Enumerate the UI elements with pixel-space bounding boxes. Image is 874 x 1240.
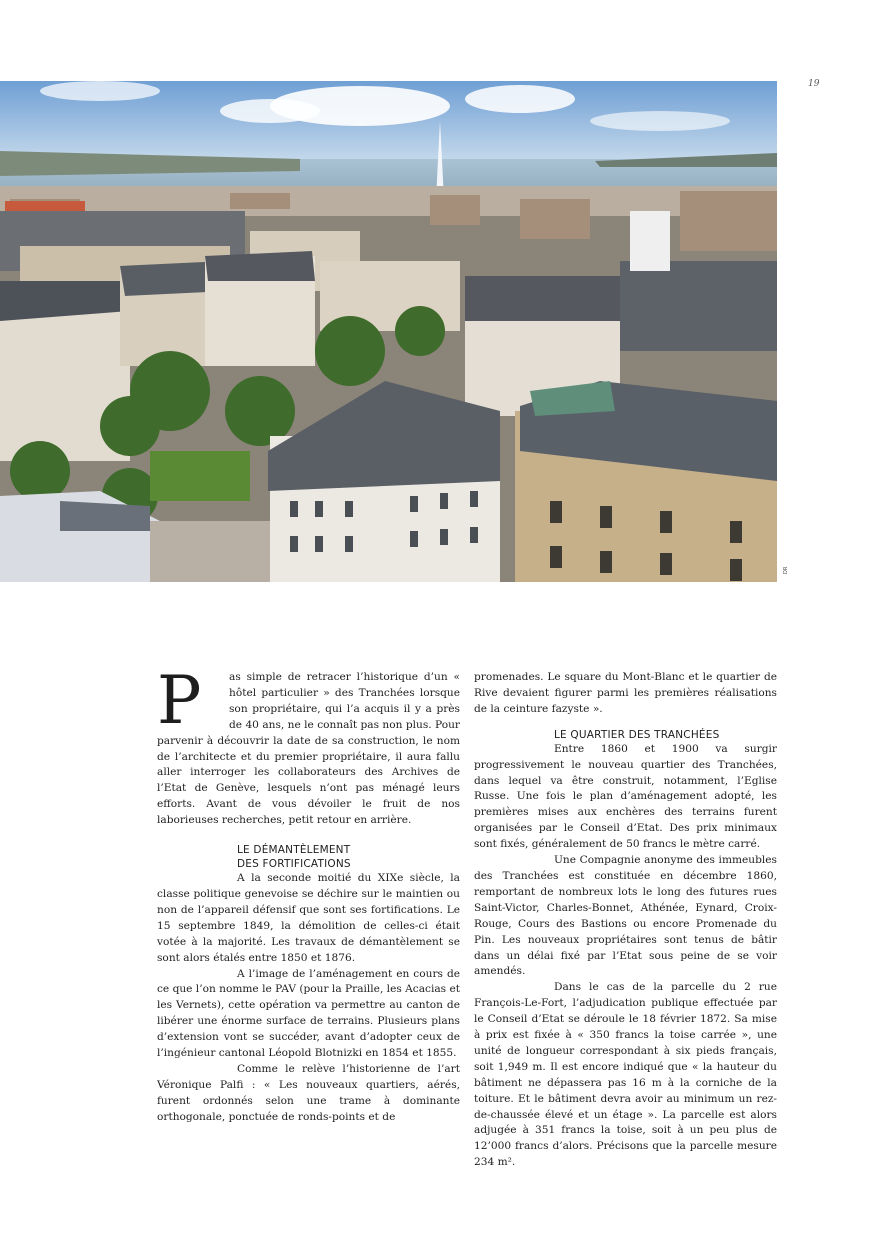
body-paragraph: Une Compagnie anonyme des immeubles des Tranchées est constituée en décembre 1860, remportant de nombreux lots le long des futures rues Saint-Victor, Charles-Bonnet, Athénée, Eynard, Croix-Rouge, Cours des Bastions ou encore Promenade du Pin. Les nouveaux propriétaires sont tenus de bâtir dans un délai fixé par l’Etat sous peine de se voir amendés. [474, 854, 777, 978]
body-paragraph: A la seconde moitié du XIXe siècle, la classe politique genevoise se déchire sur le maintien ou non de l’appareil défensif que sont ses fortifications. Le 15 septembre 1849, la démolition de celles-ci était votée à la majorité. Les travaux de démantèlement se sont alors étalés entre 1850 et 1876. [157, 872, 460, 964]
aerial-city-photo [0, 81, 777, 582]
body-paragraph-continued: promenades. Le square du Mont-Blanc et le quartier de Rive devaient figurer parmi les premières réalisations de la ceinture fazyste ». [474, 671, 777, 715]
drop-cap: P [157, 662, 202, 739]
photo-credit: DR [783, 566, 789, 574]
body-paragraph: Entre 1860 et 1900 va surgir progressivement le nouveau quartier des Tranchées, dans lequel va être construit, notamment, l’Eglise Russe. Une fois le plan d’aménagement adopté, les premières mises aux enchères des terrains furent organisées par le Conseil d’Etat. Des prix minimaux sont fixés, généralement de 50 francs le mètre carré. [474, 742, 777, 851]
article-column-right-flow [474, 670, 777, 1171]
body-paragraph: Comme le relève l’historienne de l’art Véronique Palfi : « Les nouveaux quartiers, aérés, furent ordonnés selon une trame à dominante orthogonale, ponctuée de ronds-points et de [157, 1062, 460, 1123]
section-heading-fortifications: LE DÉMANTÈLEMENT DES FORTIFICATIONS [237, 844, 351, 871]
body-paragraph: A l’image de l’aménagement en cours de ce que l’on nomme le PAV (pour la Praille, les Acacias et les Vernets), cette opération va permettre au canton de libérer une énorme surface de terrains. Plusieurs plans d’extension vont se succéder, avant d’adopter ceux de l’ingénieur cantonal Léopold Blotnizki en 1854 et 1855. [157, 967, 461, 1060]
article-column-left [157, 662, 461, 1126]
page-number: 19 [808, 79, 820, 89]
intro-paragraph: as simple de retracer l’historique d’un « hôtel particulier » des Tranchées lorsque son propriétaire, qui l’a acquis il y a près de 40 ans, ne le connaît pas non plus. Pour parvenir à découvrir la date de sa construction, le nom de l’architecte et du premier propriétaire, il aura fallu aller interroger les collaborateurs des Archives de l’Etat de Genève, lesquels n’ont pas ménagé leurs efforts. Avant de vous dévoiler le fruit de nos laborieuses recherches, petit retour en arrière. [157, 671, 460, 827]
body-paragraph: Dans le cas de la parcelle du 2 rue François-Le-Fort, l’adjudication publique effectuée par le Conseil d’Etat se déroule le 18 février 1872. Sa mise à prix est fixée à « 350 francs la toise carrée », une unité de longueur correspondant à six pieds français, soit 1,949 m. Il est encore indiqué que « la hauteur du bâtiment ne dépassera pas 16 m à la corniche de la toiture. Et le bâtiment devra avoir au minimum un rez-de-chaussée élevé et un étage ». La parcelle est alors adjugée à 351 francs la toise, soit à un peu plus de 12’000 francs d’alors. Précisons que la parcelle mesure 234 m². [474, 981, 777, 1169]
section-heading-tranchees: LE QUARTIER DES TRANCHÉES [554, 728, 720, 741]
